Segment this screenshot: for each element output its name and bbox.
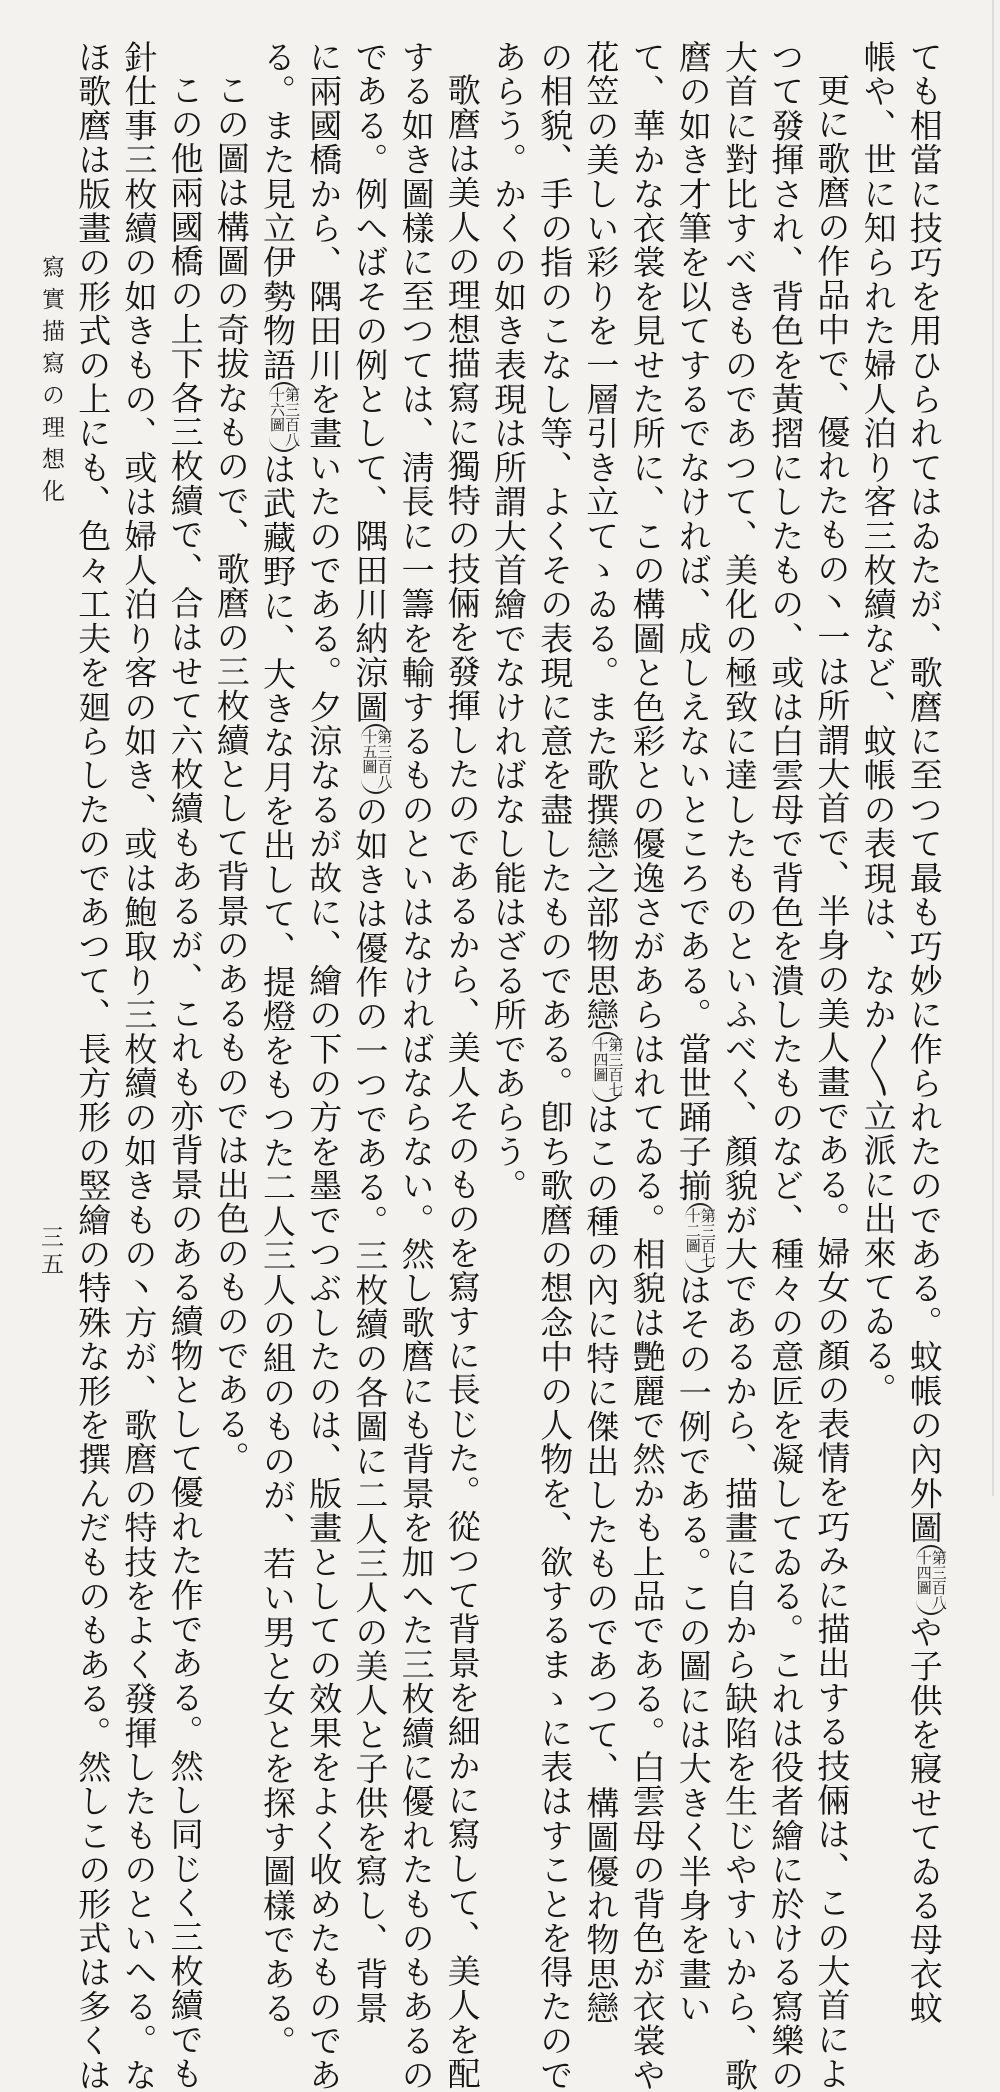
column-text: 歌麿は美人の理想描寫に獨特の技倆を發揮したのであるから、美人そのものを寫すに長じた。從つて背景を細かに寫して、美人を配 xyxy=(442,73,482,2091)
text-column xyxy=(811,40,852,2091)
column-text: 帳や、世に知られた婦人泊り客三枚續など、蚊帳の表現は、なか〳〵立派に出來てゐる。 xyxy=(858,40,898,1407)
text-column xyxy=(349,40,394,2026)
text-column xyxy=(118,40,159,2092)
column-text: つて發揮され、背色を黃摺にしたもの、或は白雲母で背色を潰したものなど、種々の意匠を凝してゐる。これは役者繪に於ける寫樂の xyxy=(766,40,806,2092)
column-text: ても相當に技巧を用ひられてはゐたが、歌麿に至つて最も巧妙に作られたのである。蚊帳の內外圖 xyxy=(904,40,944,1545)
figure-reference-note: 第三百七 十四圖 xyxy=(592,1032,622,1102)
column-text: 麿の如き才筆を以てするでなければ、成しえないところである。當世踊子揃 xyxy=(673,40,713,1203)
column-text: の相貌、手の指のこなし等、よくその表現に意を盡したものである。卽ち歌麿の想念中の人物を、欲するまゝに表はすことを得たので xyxy=(535,40,575,2092)
column-text: て、華かな衣裳を見せた所に、この構圖と色彩との優逸さがあらはれてゐる。相貌は艷麗で然かも上品である。白雲母の背色が衣裳や xyxy=(627,40,667,2092)
column-text: ほ歌麿は版畫の形式の上にも、色々工夫を廻らしたのであつて、長方形の竪繪の特殊な形を撰んだものもある。然しこの形式は多くは xyxy=(73,40,113,2092)
figure-reference-note: 第三百八 十五圖 xyxy=(361,724,391,794)
figure-reference-note: 第三百七 十二圖 xyxy=(685,1203,715,1273)
column-text: 花笠の美しい彩りを一層引き立てゝゐる。また歌撰戀之部物思戀 xyxy=(581,40,621,1032)
figure-reference-note: 第三百八 十六圖 xyxy=(269,382,299,452)
column-text: この他兩國橋の上下各三枚續で、合はせて六枚續もあるが、これも亦背景のある續物として優れた作である。然し同じく三枚續でも xyxy=(165,73,205,2091)
page-edge xyxy=(992,0,994,1496)
text-column xyxy=(257,40,301,2060)
column-text: はこの種の內に特に傑出したものであつて、構圖優れ物思戀 xyxy=(581,1101,621,2026)
column-text: はその一例である。この圖には大きく半身を畫い xyxy=(673,1272,713,2026)
text-column xyxy=(858,40,898,1460)
column-text: この圖は構圖の奇拔なもので、歌麿の三枚續として背景のあるものでは出色のものである。 xyxy=(211,73,251,1476)
body-text xyxy=(73,40,950,2092)
column-text: 大首に對比すべきものであつて、美化の極致に達したものといふべく、顏貌が大であるから、描畫に自から缺陷を生じやすいから、歌 xyxy=(720,40,759,2092)
column-text: する如き圖樣に至つては、淸長に一籌を輸するものといはなければならない。然し歌麿にも背景を加へた三枚續に優れたものもあるの xyxy=(396,40,436,2092)
text-column xyxy=(580,40,625,2026)
text-column xyxy=(72,40,113,2092)
text-column xyxy=(211,40,251,1493)
figure-reference-note: 第三百八 十四圖 xyxy=(916,1545,946,1615)
text-column xyxy=(303,40,344,2092)
column-text: は武藏野に、大きな月を出して、提燈をもつた二人三人の組のものが、若い男と女とを探す圖樣である。 xyxy=(258,452,297,2060)
column-text: 更に歌麿の作品中で、優れたもの丶一は所謂大首で、半身の美人畫である。婦女の顏の表情を巧みに描出する技倆は、この大首によ xyxy=(812,73,852,2091)
column-text: に兩國橋から、隅田川を畫いたのである。夕涼なるが故に、繪の下の方を墨でつぶしたのは、版畫としての效果をよく收めたものであ xyxy=(304,40,344,2092)
column-text: る。また見立伊勢物語 xyxy=(258,40,297,382)
text-column xyxy=(765,40,806,2092)
text-column xyxy=(165,40,205,2091)
text-column xyxy=(673,40,717,2026)
text-column xyxy=(627,40,667,2092)
column-text: あらう。かくの如き表現は所謂大首繪でなければなし能はざる所であらう。 xyxy=(489,40,528,1203)
text-column xyxy=(904,40,948,2026)
text-column xyxy=(396,40,436,2092)
text-column xyxy=(534,40,575,2092)
column-text: の如きは優作の一つである。三枚續の各圖に二人三人の美人と子供を寫し、背景 xyxy=(350,794,390,2026)
column-text: や子供を寢せてゐる母衣蚊 xyxy=(904,1614,944,2026)
page-number: 三五 xyxy=(37,1225,63,1279)
running-title: 寫實描寫の理想化 xyxy=(38,255,64,511)
text-column xyxy=(442,40,482,2091)
text-column xyxy=(488,40,528,1460)
column-text: である。例へばその例として、隅田川納涼圖 xyxy=(350,40,390,724)
text-column xyxy=(719,40,759,2092)
column-text: 針仕事三枚續の如きもの、或は婦人泊り客の如き、或は鮑取り三枚續の如きもの丶方が、歌麿の特技をよく發揮したものといへる。な xyxy=(119,40,159,2092)
